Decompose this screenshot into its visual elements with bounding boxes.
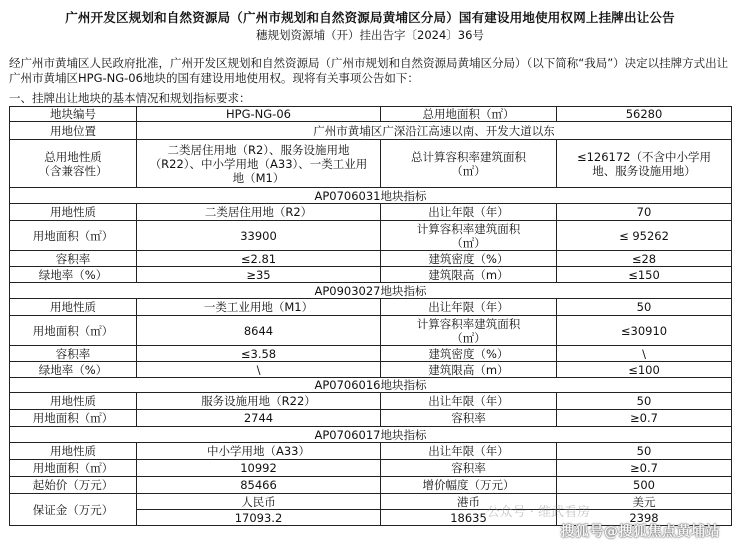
block-title: AP0903027地块指标: [10, 283, 732, 299]
cell-value: ≤100: [557, 362, 732, 378]
table-row: [10, 251, 732, 267]
cell-label: 计算容积率建筑面积 （㎡）: [381, 221, 557, 251]
table-row: [10, 204, 732, 221]
cell-value: 一类工业用地（M1）: [137, 299, 381, 316]
cell-label: 起始价（万元）: [10, 477, 137, 494]
cell-label: 建筑限高（m）: [381, 362, 557, 378]
table-row: [10, 362, 732, 378]
cell-label: 用地面积（㎡）: [10, 316, 137, 346]
cell-value: 85466: [137, 477, 381, 494]
cell-label: 用地性质: [10, 393, 137, 410]
cell-label: 出让年限（年）: [381, 204, 557, 221]
block-title-row: [10, 378, 732, 393]
cell-label: 绿地率（%）: [10, 362, 137, 378]
block-title: AP0706031地块指标: [10, 188, 732, 204]
cell-label: 用地面积（㎡）: [10, 221, 137, 251]
cell-value: ≤30910: [557, 316, 732, 346]
cell-value: ≥35: [137, 267, 381, 283]
cell-label: 容积率: [381, 460, 557, 477]
cell-value: ≤3.58: [137, 346, 381, 362]
cell-value: 50: [557, 443, 732, 460]
cell-value: 56280: [557, 107, 732, 122]
block-title: AP0706016地块指标: [10, 378, 732, 393]
cell-label: 用地性质: [10, 299, 137, 316]
cell-value: 2744: [137, 410, 381, 427]
land-parcel-table: [9, 106, 732, 526]
cell-label: 建筑密度（%）: [381, 346, 557, 362]
cell-value: HPG-NG-06: [137, 107, 381, 122]
cell-label: 容积率: [381, 410, 557, 427]
table-row: [10, 393, 732, 410]
cell-label: 绿地率（%）: [10, 267, 137, 283]
cell-value: \: [557, 346, 732, 362]
page-title: 广州开发区规划和自然资源局（广州市规划和自然资源局黄埔区分局）国有建设用地使用权网上挂牌出让公告: [65, 10, 675, 25]
cell-value: 8644: [137, 316, 381, 346]
cell-label: 用地面积（㎡）: [10, 460, 137, 477]
cell-value: 广州市黄埔区广深沿江高速以南、开发大道以东: [137, 122, 732, 140]
table-row: [10, 460, 732, 477]
cell-label: 容积率: [10, 251, 137, 267]
cell-value: 17093.2: [137, 510, 381, 526]
table-row: [10, 494, 732, 510]
cell-value: ≥0.7: [557, 410, 732, 427]
table-row: [10, 299, 732, 316]
table-row: [10, 107, 732, 122]
cell-label: 建筑限高（m）: [381, 267, 557, 283]
cell-label: 出让年限（年）: [381, 393, 557, 410]
cell-label: 建筑密度（%）: [381, 251, 557, 267]
cell-value: 50: [557, 299, 732, 316]
watermark-text: 搜狐号@搜狐焦点黄埔站: [560, 524, 720, 540]
cell-value: 二类居住用地（R2）: [137, 204, 381, 221]
cell-value: 18635: [381, 510, 557, 526]
cell-value: ≤28: [557, 251, 732, 267]
cell-value: 服务设施用地（R22）: [137, 393, 381, 410]
section-heading: 一、挂牌出让地块的基本情况和规划指标要求：: [9, 91, 251, 105]
cell-label: 容积率: [10, 346, 137, 362]
table-row: [10, 140, 732, 188]
table-row: [10, 443, 732, 460]
cell-value: ≤126172（不含中小学用地、服务设施用地）: [557, 140, 732, 188]
cell-label: 出让年限（年）: [381, 443, 557, 460]
cell-label: 美元: [557, 494, 732, 510]
table-row: [10, 477, 732, 494]
cell-label: 港币: [381, 494, 557, 510]
cell-label: 用地性质: [10, 443, 137, 460]
cell-value: 中小学用地（A33）: [137, 443, 381, 460]
block-title-row: [10, 188, 732, 204]
cell-label: 总计算容积率建筑面积 （㎡）: [381, 140, 557, 188]
cell-label: 用地面积（㎡）: [10, 410, 137, 427]
cell-value: \: [137, 362, 381, 378]
cell-label: 增价幅度（万元）: [381, 477, 557, 494]
cell-value: 10992: [137, 460, 381, 477]
cell-label: 计算容积率建筑面积 （㎡）: [381, 316, 557, 346]
cell-label: 地块编号: [10, 107, 137, 122]
cell-label: 用地位置: [10, 122, 137, 140]
cell-label: 保证金（万元）: [10, 494, 137, 526]
cell-value: 70: [557, 204, 732, 221]
table-row: [10, 221, 732, 251]
table-row: [10, 122, 732, 140]
cell-value: 二类居住用地（R2）、服务设施用地（R22）、中小学用地（A33）、一类工业用地（M1）: [137, 140, 381, 188]
cell-value: ≤150: [557, 267, 732, 283]
block-title: AP0706017地块指标: [10, 427, 732, 443]
cell-value: ≤2.81: [137, 251, 381, 267]
cell-value: 33900: [137, 221, 381, 251]
cell-label: 总用地面积（㎡）: [381, 107, 557, 122]
table-row: [10, 346, 732, 362]
cell-value: ≤ 95262: [557, 221, 732, 251]
cell-label: 出让年限（年）: [381, 299, 557, 316]
table-row: [10, 267, 732, 283]
table-row: [10, 316, 732, 346]
cell-value: ≥0.7: [557, 460, 732, 477]
block-title-row: [10, 283, 732, 299]
cell-value: 500: [557, 477, 732, 494]
cell-value: 50: [557, 393, 732, 410]
cell-value: 2398: [557, 510, 732, 526]
table-row: [10, 410, 732, 427]
cell-label: 人民币: [137, 494, 381, 510]
block-title-row: [10, 427, 732, 443]
cell-label: 用地性质: [10, 204, 137, 221]
watermark-logo: 公众号 · 维武看房: [486, 505, 590, 520]
cell-label: 总用地性质 （含兼容性）: [10, 140, 137, 188]
document-number: 穗规划资源埔（开）挂出告字〔2024〕36号: [256, 28, 484, 42]
intro-paragraph: 经广州市黄埔区人民政府批准，广州开发区规划和自然资源局（广州市规划和自然资源局黄埔区分局）（以下简称“我局”）决定以挂牌方式出让广州市黄埔区HPG-NG-06地块的国有建设用地使用权。现将有关事项公告如下：: [9, 56, 729, 85]
